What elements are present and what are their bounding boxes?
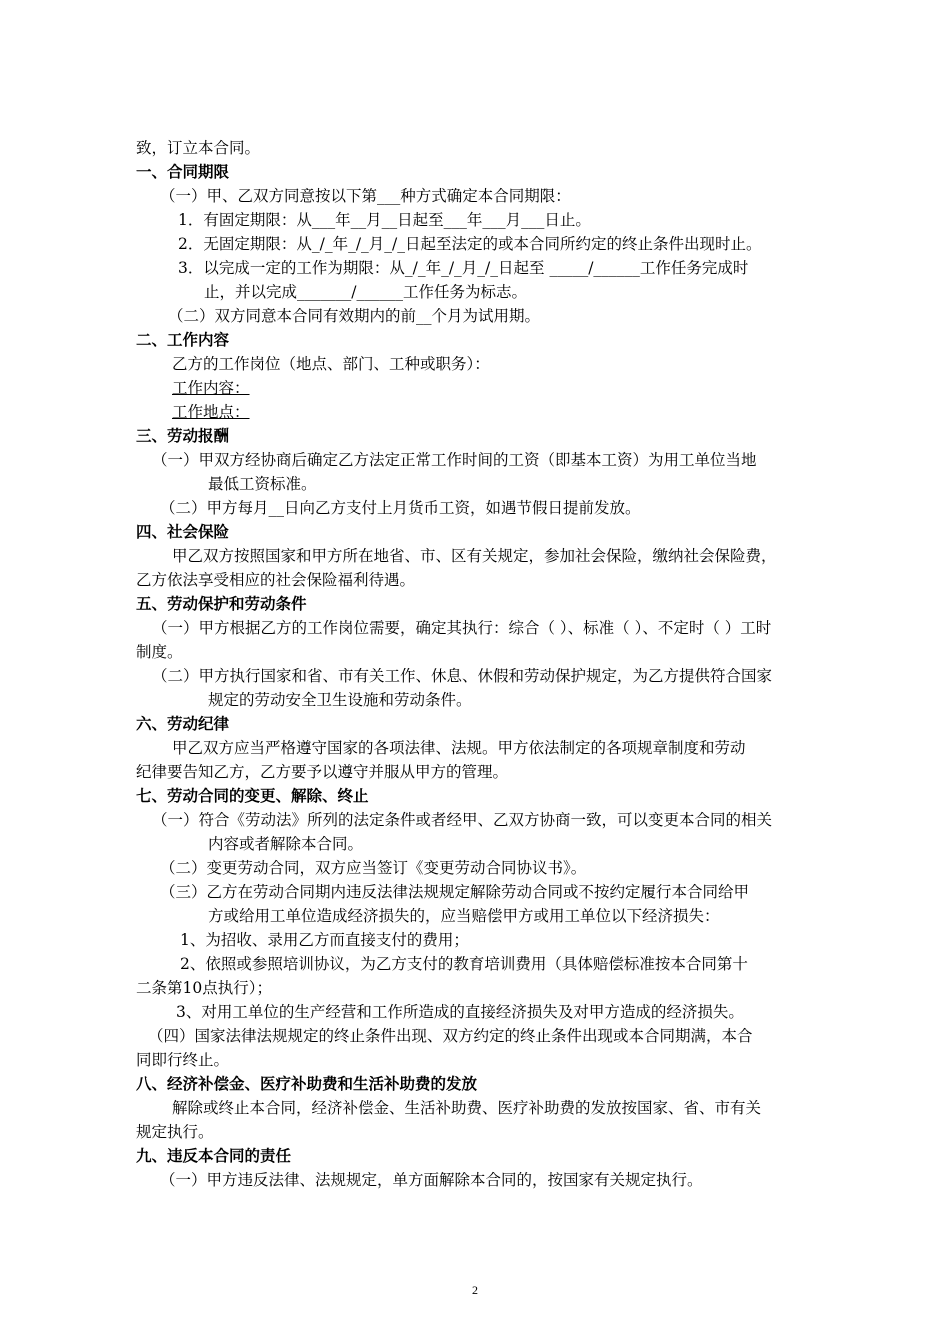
text-line: 止，并以完成_______/______工作任务为标志。	[204, 283, 527, 301]
text-line: 3．以完成一定的工作为期限：从_/_年_/_月_/_日起至 _____/______工作任务完成时	[178, 259, 749, 277]
text-line: 乙方的工作岗位（地点、部门、工种或职务）：	[172, 355, 490, 373]
text-line: 工作地点：	[172, 403, 250, 421]
text-line: 内容或者解除本合同。	[208, 835, 364, 853]
text-line: （一）符合《劳动法》所列的法定条件或者经甲、乙双方协商一致，可以变更本合同的相关	[152, 811, 773, 829]
text-line: （一）甲方违反法律、法规规定，单方面解除本合同的，按国家有关规定执行。	[160, 1171, 703, 1189]
section-heading: 二、工作内容	[136, 330, 230, 349]
text-line: 同即行终止。	[136, 1051, 230, 1069]
text-line: 甲乙双方按照国家和甲方所在地省、市、区有关规定，参加社会保险，缴纳社会保险费，	[172, 547, 777, 565]
text-line: 2．无固定期限：从_/_年_/_月_/_日起至法定的或本合同所约定的终止条件出现时止。	[178, 235, 762, 253]
text-line: 规定的劳动安全卫生设施和劳动条件。	[208, 691, 472, 709]
text-line: 乙方依法享受相应的社会保险福利待遇。	[136, 571, 416, 589]
text-line: 3、对用工单位的生产经营和工作所造成的直接经济损失及对甲方造成的经济损失。	[176, 1003, 744, 1021]
text-line: （四）国家法律法规规定的终止条件出现、双方约定的终止条件出现或本合同期满，本合	[148, 1027, 753, 1045]
section-heading: 四、社会保险	[136, 522, 230, 541]
text-line: （二）双方同意本合同有效期内的前__个月为试用期。	[168, 307, 541, 325]
text-line: 工作内容：	[172, 379, 250, 397]
text-line: （二）甲方执行国家和省、市有关工作、休息、休假和劳动保护规定，为乙方提供符合国家	[152, 667, 773, 685]
text-line: 致，订立本合同。	[136, 139, 261, 157]
text-line: 方或给用工单位造成经济损失的，应当赔偿甲方或用工单位以下经济损失：	[208, 907, 720, 925]
text-line: 制度。	[136, 643, 183, 661]
text-line: 最低工资标准。	[208, 475, 317, 493]
text-line: （一）甲方根据乙方的工作岗位需要，确定其执行：综合（ ）、标准（ ）、不定时（ ）工时	[152, 619, 772, 637]
section-heading: 七、劳动合同的变更、解除、终止	[136, 786, 369, 805]
text-line: （二）甲方每月__日向乙方支付上月货币工资，如遇节假日提前发放。	[160, 499, 641, 517]
text-line: （三）乙方在劳动合同期内违反法律法规规定解除劳动合同或不按约定履行本合同给甲	[160, 883, 750, 901]
page-number: 2	[472, 1283, 478, 1297]
text-line: 规定执行。	[136, 1123, 214, 1141]
text-line: 1．有固定期限：从___年__月__日起至___年___月___日止。	[178, 211, 591, 229]
section-heading: 五、劳动保护和劳动条件	[136, 594, 307, 613]
text-line: （一）甲、乙双方同意按以下第___种方式确定本合同期限：	[160, 187, 571, 205]
text-line: （二）变更劳动合同，双方应当签订《变更劳动合同协议书》。	[160, 859, 587, 877]
section-heading: 一、合同期限	[136, 162, 230, 181]
text-line: 二条第10点执行）；	[136, 979, 272, 997]
section-heading: 六、劳动纪律	[136, 714, 230, 733]
text-line: 纪律要告知乙方，乙方要予以遵守并服从甲方的管理。	[136, 763, 509, 781]
text-line: 1、为招收、录用乙方而直接支付的费用；	[180, 931, 469, 949]
text-line: 解除或终止本合同，经济补偿金、生活补助费、医疗补助费的发放按国家、省、市有关	[172, 1099, 762, 1117]
text-line: （一）甲双方经协商后确定乙方法定正常工作时间的工资（即基本工资）为用工单位当地	[152, 451, 757, 469]
section-heading: 三、劳动报酬	[136, 426, 230, 445]
section-heading: 九、违反本合同的责任	[136, 1146, 292, 1165]
text-line: 甲乙双方应当严格遵守国家的各项法律、法规。甲方依法制定的各项规章制度和劳动	[172, 739, 746, 757]
section-heading: 八、经济补偿金、医疗补助费和生活补助费的发放	[136, 1074, 478, 1093]
text-line: 2、依照或参照培训协议，为乙方支付的教育培训费用（具体赔偿标准按本合同第十	[180, 955, 748, 973]
